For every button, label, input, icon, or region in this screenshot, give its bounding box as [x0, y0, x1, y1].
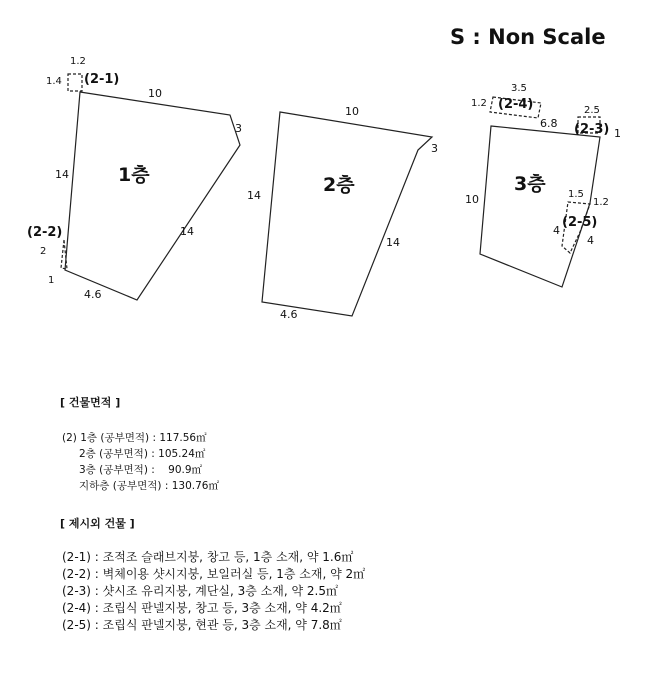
- floor-1-label: 1층: [118, 164, 150, 186]
- extra-buildings-title: [ 제시외 건물 ]: [60, 517, 135, 530]
- annex-2-5-dim-top: 1.5: [568, 189, 584, 200]
- area-line-basement: 지하층 (공부면적) : 130.76㎡: [79, 480, 219, 492]
- extra-item-2-1: (2-1) : 조적조 슬래브지붕, 창고 등, 1층 소재, 약 1.6㎡: [62, 550, 354, 564]
- floor-1-dim-left-lower: 1: [48, 275, 55, 286]
- extra-item-2-5: (2-5) : 조립식 판넬지붕, 현관 등, 3층 소재, 약 7.8㎡: [62, 618, 342, 632]
- floor-3-dim-right-top: 1: [614, 127, 621, 140]
- annex-2-5-dim-left: 4: [553, 224, 560, 237]
- annex-2-3-dim: 2.5: [584, 105, 600, 116]
- floor-1-dim-bottom: 4.6: [84, 288, 102, 301]
- annex-2-1-dim-width: 1.2: [70, 56, 86, 67]
- extra-item-2-2: (2-2) : 벽체이용 샷시지붕, 보일러실 등, 1층 소재, 약 2㎡: [62, 567, 366, 581]
- annex-2-5-label: (2-5): [562, 215, 598, 230]
- annex-2-1-outline: [68, 74, 82, 91]
- building-area-title: [ 건물면적 ]: [60, 396, 121, 409]
- floor-1-dim-right-diag: 14: [180, 225, 194, 238]
- floor-3-dim-right: 1.2: [593, 197, 609, 208]
- annex-2-2-dim: 2: [40, 246, 47, 257]
- floor-2-dim-right-top: 3: [431, 142, 438, 155]
- floor-1-dim-right-top: 3: [235, 122, 242, 135]
- area-line-2f: 2층 (공부면적) : 105.24㎡: [79, 448, 206, 460]
- floor-3-dim-diag: 4: [587, 234, 594, 247]
- annex-2-4-dim-width: 3.5: [511, 83, 527, 94]
- floor-2-dim-left: 14: [247, 189, 261, 202]
- scale-note: S : Non Scale: [450, 25, 606, 49]
- extra-item-2-3: (2-3) : 샷시조 유리지붕, 계단실, 3층 소재, 약 2.5㎡: [62, 584, 338, 598]
- floor-2-outline: [262, 112, 432, 316]
- annex-2-3-label: (2-3): [574, 122, 610, 137]
- floor-3-dim-left: 10: [465, 193, 479, 206]
- floor-3-label: 3층: [514, 173, 546, 195]
- area-line-3f: 3층 (공부면적) : 90.9㎡: [79, 464, 203, 476]
- annex-2-1-label: (2-1): [84, 72, 120, 87]
- floor-3-outline: [480, 126, 600, 287]
- floor-3-dim-top: 6.8: [540, 117, 558, 130]
- floor-2-label: 2층: [323, 174, 355, 196]
- annex-2-4-dim-height: 1.2: [471, 98, 487, 109]
- floor-2-dim-top: 10: [345, 105, 359, 118]
- annex-2-1-dim-height: 1.4: [46, 76, 62, 87]
- floor-1-dim-top: 10: [148, 87, 162, 100]
- floor-2-dim-right-diag: 14: [386, 236, 400, 249]
- floor-1-dim-left: 14: [55, 168, 69, 181]
- floor-1-outline: [65, 92, 240, 300]
- area-line-1f: (2) 1층 (공부면적) : 117.56㎡: [62, 432, 207, 444]
- annex-2-2-label: (2-2): [27, 225, 63, 240]
- extra-item-2-4: (2-4) : 조립식 판넬지붕, 창고 등, 3층 소재, 약 4.2㎡: [62, 601, 342, 615]
- floor-2-dim-bottom: 4.6: [280, 308, 298, 321]
- annex-2-4-label: (2-4): [498, 97, 534, 112]
